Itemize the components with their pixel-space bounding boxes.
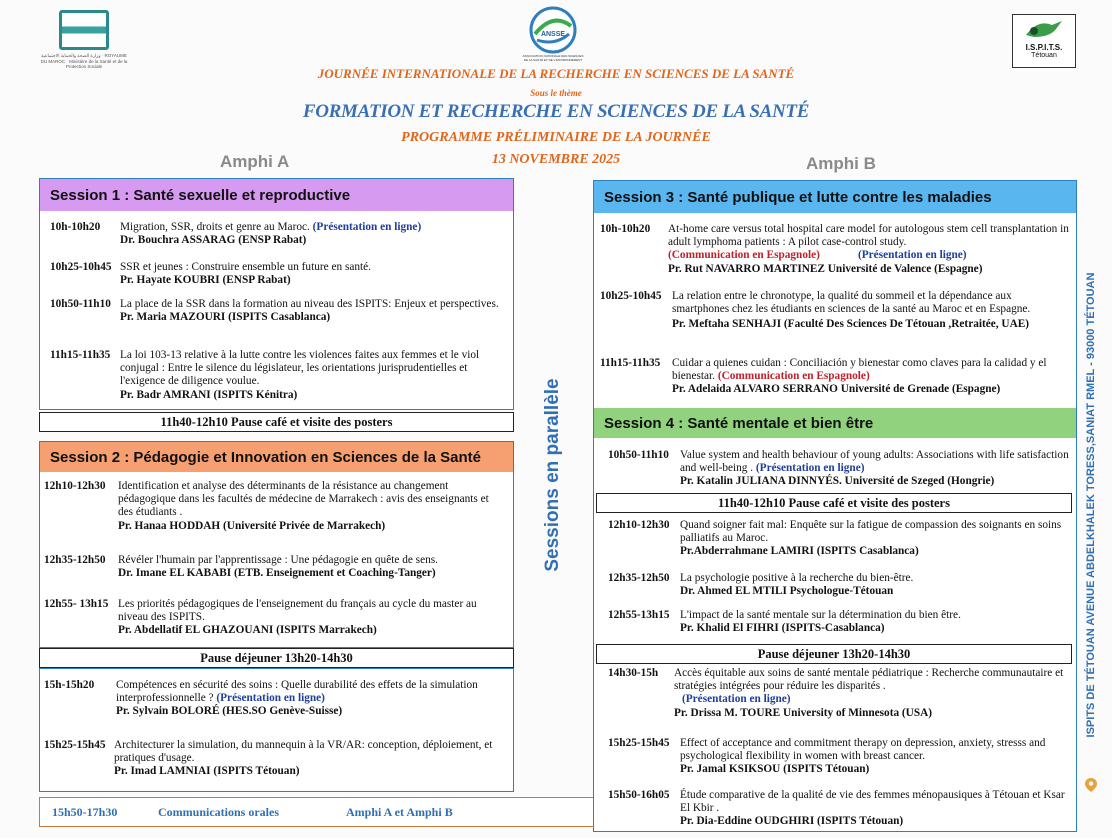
ansse-logo-subtitle: ASSOCIATION NATIONALE DES SCIENCES DE LA SANTÉ ET DE L'ENVIRONNEMENT <box>522 54 584 62</box>
talk-speaker: Dr. Ahmed EL MTILI Psychologue-Tétouan <box>680 585 894 598</box>
ispits-logo-line1: I.S.P.I.T.S. <box>1025 43 1063 52</box>
talk-speaker: Dr. Bouchra ASSARAG (ENSP Rabat) <box>120 234 307 247</box>
talk-title: La psychologie positive à la recherche du bien-être. <box>680 572 914 584</box>
talk-title: La place de la SSR dans la formation au niveau des ISPITS: Enjeux et perspectives. <box>120 298 499 310</box>
talk-speaker: Pr. Imad LAMNIAI (ISPITS Tétouan) <box>114 765 300 778</box>
talk-time: 12h10-12h30 <box>608 519 670 531</box>
talk-title: Cuidar a quienes cuidan : Conciliación y bienestar como claves para la calidad y el bienestar. <box>672 357 1047 383</box>
talk-speaker: Pr. Abdellatif EL GHAZOUANI (ISPITS Marrakech) <box>118 624 377 637</box>
talk-title: La loi 103-13 relative à la lutte contre les violences faites aux femmes et le viol conjugal : Entre le silence du législateur, les orientations jurisprudentielles et l'exigence de diligence voulue. <box>120 349 480 388</box>
parallel-sessions-label: Sessions en parallèle <box>542 378 563 572</box>
talk-note: (Présentation en ligne) <box>755 462 865 475</box>
talk-time: 10h50-11h10 <box>608 449 669 461</box>
talk-title: Identification et analyse des déterminants de la résistance au changement pédagogique dans les facultés de médecine de Marrakech : avis des enseignants et des étudiants . <box>118 480 489 519</box>
talk-time: 11h15-11h35 <box>50 349 111 361</box>
talk-speaker: Pr. Adelaida ALVARO SERRANO Université de Grenade (Espagne) <box>672 383 1001 396</box>
theme-label: Sous le thème <box>530 88 582 98</box>
talk-time: 12h35-12h50 <box>608 572 670 584</box>
event-title: JOURNÉE INTERNATIONALE DE LA RECHERCHE EN SCIENCES DE LA SANTÉ <box>317 66 795 81</box>
talk-title: SSR et jeunes : Construire ensemble un future en santé. <box>120 261 371 273</box>
ispits-logo-line2: Tétouan <box>1031 52 1057 59</box>
talk-time: 10h25-10h45 <box>600 290 662 302</box>
talk-title: Value system and health behaviour of young adults: Associations with life satisfaction and well-being . <box>680 449 1069 475</box>
session2-title: Session 2 : Pédagogie et Innovation en Sciences de la Santé <box>40 442 513 472</box>
talk-title: La relation entre le chronotype, la qualité du sommeil et la dépendance aux smartphones chez les étudiants en sciences de la santé au Maroc et en Espagne. <box>672 290 1031 316</box>
left-coffee-break: 11h40-12h10 Pause café et visite des posters <box>39 412 514 432</box>
right-column-panel <box>593 180 1077 832</box>
talk-time: 12h35-12h50 <box>44 554 106 566</box>
talk-time: 15h25-15h45 <box>608 737 670 749</box>
session1-title: Session 1 : Santé sexuelle et reproductive <box>40 179 513 211</box>
session2-panel <box>39 441 514 648</box>
talk-time: 10h-10h20 <box>50 221 101 233</box>
talk-time: 10h50-11h10 <box>50 298 111 310</box>
session1-panel <box>39 178 514 410</box>
session3-title: Session 3 : Santé publique et lutte contre les maladies <box>594 181 1076 213</box>
ansse-logo <box>520 6 586 66</box>
talk-speaker: Dr. Imane EL KABABI (ETB. Enseignement et Coaching-Tanger) <box>118 567 436 580</box>
talk-title: Architecturer la simulation, du mannequin à la VR/AR: conception, déploiement, et pratiques d'usage. <box>114 739 493 765</box>
ministry-emblem-icon <box>59 10 109 50</box>
talk-speaker: Pr. Maria MAZOURI (ISPITS Casablanca) <box>120 311 331 324</box>
talk-note: (Présentation en ligne) <box>216 692 325 705</box>
talk-time: 14h30-15h <box>608 667 659 679</box>
ispits-logo <box>1012 14 1076 68</box>
session4-title: Session 4 : Santé mentale et bien être <box>594 408 1076 438</box>
talk-title: L'impact de la santé mentale sur la détermination du bien être. <box>680 609 961 621</box>
talk-speaker: Pr. Drissa M. TOURE University of Minnesota (USA) <box>674 706 933 719</box>
talk-speaker: Pr. Katalin JULIANA DINNYÉS. Université de Szeged (Hongrie) <box>680 475 995 488</box>
event-date: 13 NOVEMBRE 2025 <box>491 152 621 167</box>
talk-language-note: (Communication en Espagnole) <box>717 370 870 383</box>
talk-time: 10h25-10h45 <box>50 261 112 273</box>
talk-speaker: Pr. Badr AMRANI (ISPITS Kénitra) <box>120 388 298 401</box>
footer-place: Amphi A et Amphi B <box>346 805 453 819</box>
talk-time: 15h-15h20 <box>44 679 95 691</box>
program-title: PROGRAMME PRÉLIMINAIRE DE LA JOURNÉE <box>401 130 711 145</box>
talk-speaker: Pr. Hanaa HODDAH (Université Privée de Marrakech) <box>118 519 386 532</box>
talk-time: 12h10-12h30 <box>44 480 106 492</box>
talk-time: 12h55- 13h15 <box>44 598 109 610</box>
session2b-panel <box>39 668 514 792</box>
talk-time: 15h50-16h05 <box>608 789 670 801</box>
talk-time: 12h55-13h15 <box>608 609 670 621</box>
talk-title: Effect of acceptance and commitment therapy on depression, anxiety, stresss and psychological flexibility in women with breast cancer. <box>680 737 1046 763</box>
address-label: ISPITS DE TÉTOUAN AVENUE ABDELKHALEK TORESS,SANIAT RMEL - 93000 TÉTOUAN <box>1085 272 1097 738</box>
talk-note: (Présentation en ligne) <box>858 249 967 261</box>
ministry-logo <box>38 10 130 69</box>
ministry-logo-text: وزارة الصحة والحماية الاجتماعية · ROYAUME DU MAROC · Ministère de la Santé et de la Protection Sociale <box>40 53 128 69</box>
talk-note: (Présentation en ligne) <box>312 221 422 233</box>
right-lunch-break: Pause déjeuner 13h20-14h30 <box>596 644 1072 664</box>
footer-time: 15h50-17h30 <box>52 805 118 819</box>
talk-speaker: Pr. Hayate KOUBRI (ENSP Rabat) <box>120 274 291 287</box>
talk-speaker: Pr. Sylvain BOLORÉ (HES.SO Genève-Suisse) <box>116 705 343 718</box>
talk-speaker: Pr. Khalid El FIHRI (ISPITS-Casablanca) <box>680 622 885 635</box>
amphi-a-label: Amphi A <box>220 152 290 171</box>
talk-language-note: (Communication en Espagnole) <box>668 249 820 262</box>
footer-label: Communications orales <box>158 805 279 819</box>
talk-title: At-home care versus total hospital care model for autologous stem cell transplantation in adult lymphoma patients : A pilot case-control study. <box>668 223 1069 249</box>
svg-text:ANSSE: ANSSE <box>540 31 566 38</box>
theme-title: FORMATION ET RECHERCHE EN SCIENCES DE LA SANTÉ <box>302 101 810 122</box>
talk-time: 10h-10h20 <box>600 223 651 235</box>
talk-title: Révéler l'humain par l'apprentissage : Une pédagogie en quête de sens. <box>118 554 438 566</box>
bird-icon <box>1022 17 1066 43</box>
talk-time: 15h25-15h45 <box>44 739 106 751</box>
talk-title: Les priorités pédagogiques de l'enseignement du français au cycle du master au niveau des ISPITS. <box>118 598 477 624</box>
talk-speaker: Pr.Abderrahmane LAMIRI (ISPITS Casablanca) <box>680 545 919 558</box>
oral-communications-footer <box>39 797 594 827</box>
talk-speaker: Pr. Rut NAVARRO MARTINEZ Université de Valence (Espagne) <box>668 262 983 275</box>
talk-speaker: Pr. Meftaha SENHAJI (Faculté Des Sciences De Tétouan ,Retraitée, UAE) <box>672 318 1030 331</box>
talk-title: Accès équitable aux soins de santé mentale pédiatrique : Recherche communautaire et stratégies intégrées pour réduire les disparités . <box>674 667 1064 693</box>
talk-title: Étude comparative de la qualité de vie des femmes ménopausiques à Tétouan et Ksar El Kbir . <box>680 789 1065 815</box>
talk-time: 11h15-11h35 <box>600 357 661 369</box>
amphi-b-label: Amphi B <box>806 154 876 173</box>
talk-note: (Présentation en ligne) <box>682 693 791 706</box>
location-pin-icon <box>1085 778 1097 792</box>
right-coffee-break: 11h40-12h10 Pause café et visite des posters <box>596 493 1072 513</box>
talk-title: Migration, SSR, droits et genre au Maroc. <box>120 221 310 233</box>
talk-title: Compétences en sécurité des soins : Quelle durabilité des effets de la simulation interprofessionnelle ? <box>116 679 478 705</box>
talk-speaker: Pr. Jamal KSIKSOU (ISPITS Tétouan) <box>680 763 870 776</box>
ansse-logo-icon <box>527 6 579 54</box>
talk-title: Quand soigner fait mal: Enquête sur la fatigue de compassion des soignants en soins palliatifs au Maroc. <box>680 519 1062 545</box>
left-lunch-break: Pause déjeuner 13h20-14h30 <box>39 648 514 668</box>
talk-speaker: Pr. Dia-Eddine OUDGHIRI (ISPITS Tétouan) <box>680 815 904 828</box>
